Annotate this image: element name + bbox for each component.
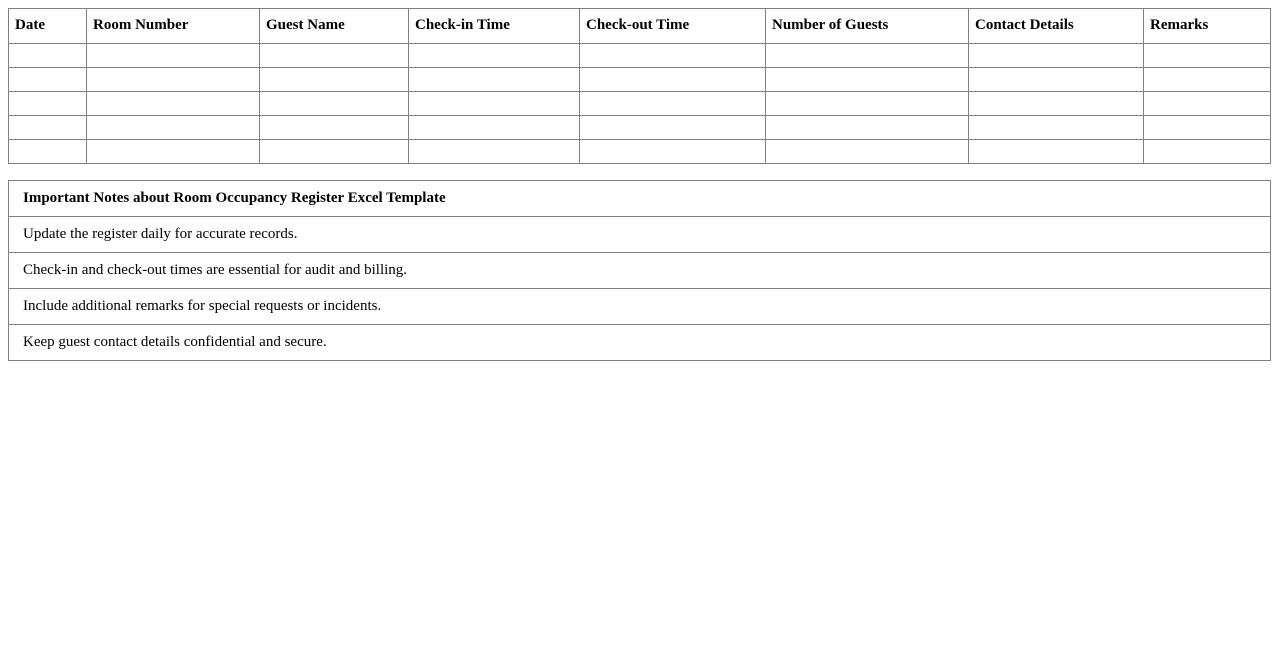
cell-guest-name[interactable]	[260, 68, 409, 92]
cell-number-of-guests[interactable]	[766, 116, 969, 140]
cell-check-out-time[interactable]	[580, 92, 766, 116]
cell-guest-name[interactable]	[260, 116, 409, 140]
table-row	[9, 116, 1271, 140]
table-row	[9, 140, 1271, 164]
cell-check-in-time[interactable]	[409, 92, 580, 116]
notes-title-row	[9, 181, 1271, 217]
table-row	[9, 44, 1271, 68]
column-header-number-of-guests: Number of Guests	[766, 9, 969, 44]
cell-date[interactable]	[9, 68, 87, 92]
cell-date[interactable]	[9, 140, 87, 164]
cell-remarks[interactable]	[1144, 116, 1271, 140]
cell-check-in-time[interactable]	[409, 140, 580, 164]
column-header-check-out-time: Check-out Time	[580, 9, 766, 44]
cell-check-in-time[interactable]	[409, 116, 580, 140]
cell-room-number[interactable]	[87, 68, 260, 92]
cell-remarks[interactable]	[1144, 44, 1271, 68]
table-row	[9, 92, 1271, 116]
cell-room-number[interactable]	[87, 92, 260, 116]
cell-contact-details[interactable]	[969, 68, 1144, 92]
cell-guest-name[interactable]	[260, 44, 409, 68]
cell-guest-name[interactable]	[260, 92, 409, 116]
notes-row	[9, 217, 1271, 253]
cell-contact-details[interactable]	[969, 140, 1144, 164]
notes-row	[9, 289, 1271, 325]
cell-number-of-guests[interactable]	[766, 44, 969, 68]
cell-date[interactable]	[9, 44, 87, 68]
column-header-date: Date	[9, 9, 87, 44]
note-item: Keep guest contact details confidential and secure.	[9, 325, 1271, 361]
cell-check-out-time[interactable]	[580, 140, 766, 164]
cell-check-out-time[interactable]	[580, 68, 766, 92]
column-header-remarks: Remarks	[1144, 9, 1271, 44]
cell-contact-details[interactable]	[969, 116, 1144, 140]
cell-check-in-time[interactable]	[409, 44, 580, 68]
note-item: Check-in and check-out times are essential for audit and billing.	[9, 253, 1271, 289]
cell-room-number[interactable]	[87, 140, 260, 164]
room-occupancy-register-table	[8, 8, 1271, 164]
column-header-check-in-time: Check-in Time	[409, 9, 580, 44]
cell-number-of-guests[interactable]	[766, 68, 969, 92]
table-row	[9, 68, 1271, 92]
column-header-room-number: Room Number	[87, 9, 260, 44]
cell-guest-name[interactable]	[260, 140, 409, 164]
note-item: Update the register daily for accurate records.	[9, 217, 1271, 253]
cell-contact-details[interactable]	[969, 44, 1144, 68]
cell-remarks[interactable]	[1144, 68, 1271, 92]
notes-row	[9, 253, 1271, 289]
cell-date[interactable]	[9, 92, 87, 116]
cell-room-number[interactable]	[87, 44, 260, 68]
cell-number-of-guests[interactable]	[766, 140, 969, 164]
cell-check-out-time[interactable]	[580, 116, 766, 140]
cell-check-out-time[interactable]	[580, 44, 766, 68]
cell-room-number[interactable]	[87, 116, 260, 140]
important-notes-table	[8, 180, 1271, 361]
cell-remarks[interactable]	[1144, 92, 1271, 116]
notes-title: Important Notes about Room Occupancy Register Excel Template	[9, 181, 1271, 217]
cell-contact-details[interactable]	[969, 92, 1144, 116]
column-header-contact-details: Contact Details	[969, 9, 1144, 44]
cell-date[interactable]	[9, 116, 87, 140]
table-header-row	[9, 9, 1271, 44]
note-item: Include additional remarks for special requests or incidents.	[9, 289, 1271, 325]
column-header-guest-name: Guest Name	[260, 9, 409, 44]
cell-remarks[interactable]	[1144, 140, 1271, 164]
notes-row	[9, 325, 1271, 361]
cell-check-in-time[interactable]	[409, 68, 580, 92]
cell-number-of-guests[interactable]	[766, 92, 969, 116]
